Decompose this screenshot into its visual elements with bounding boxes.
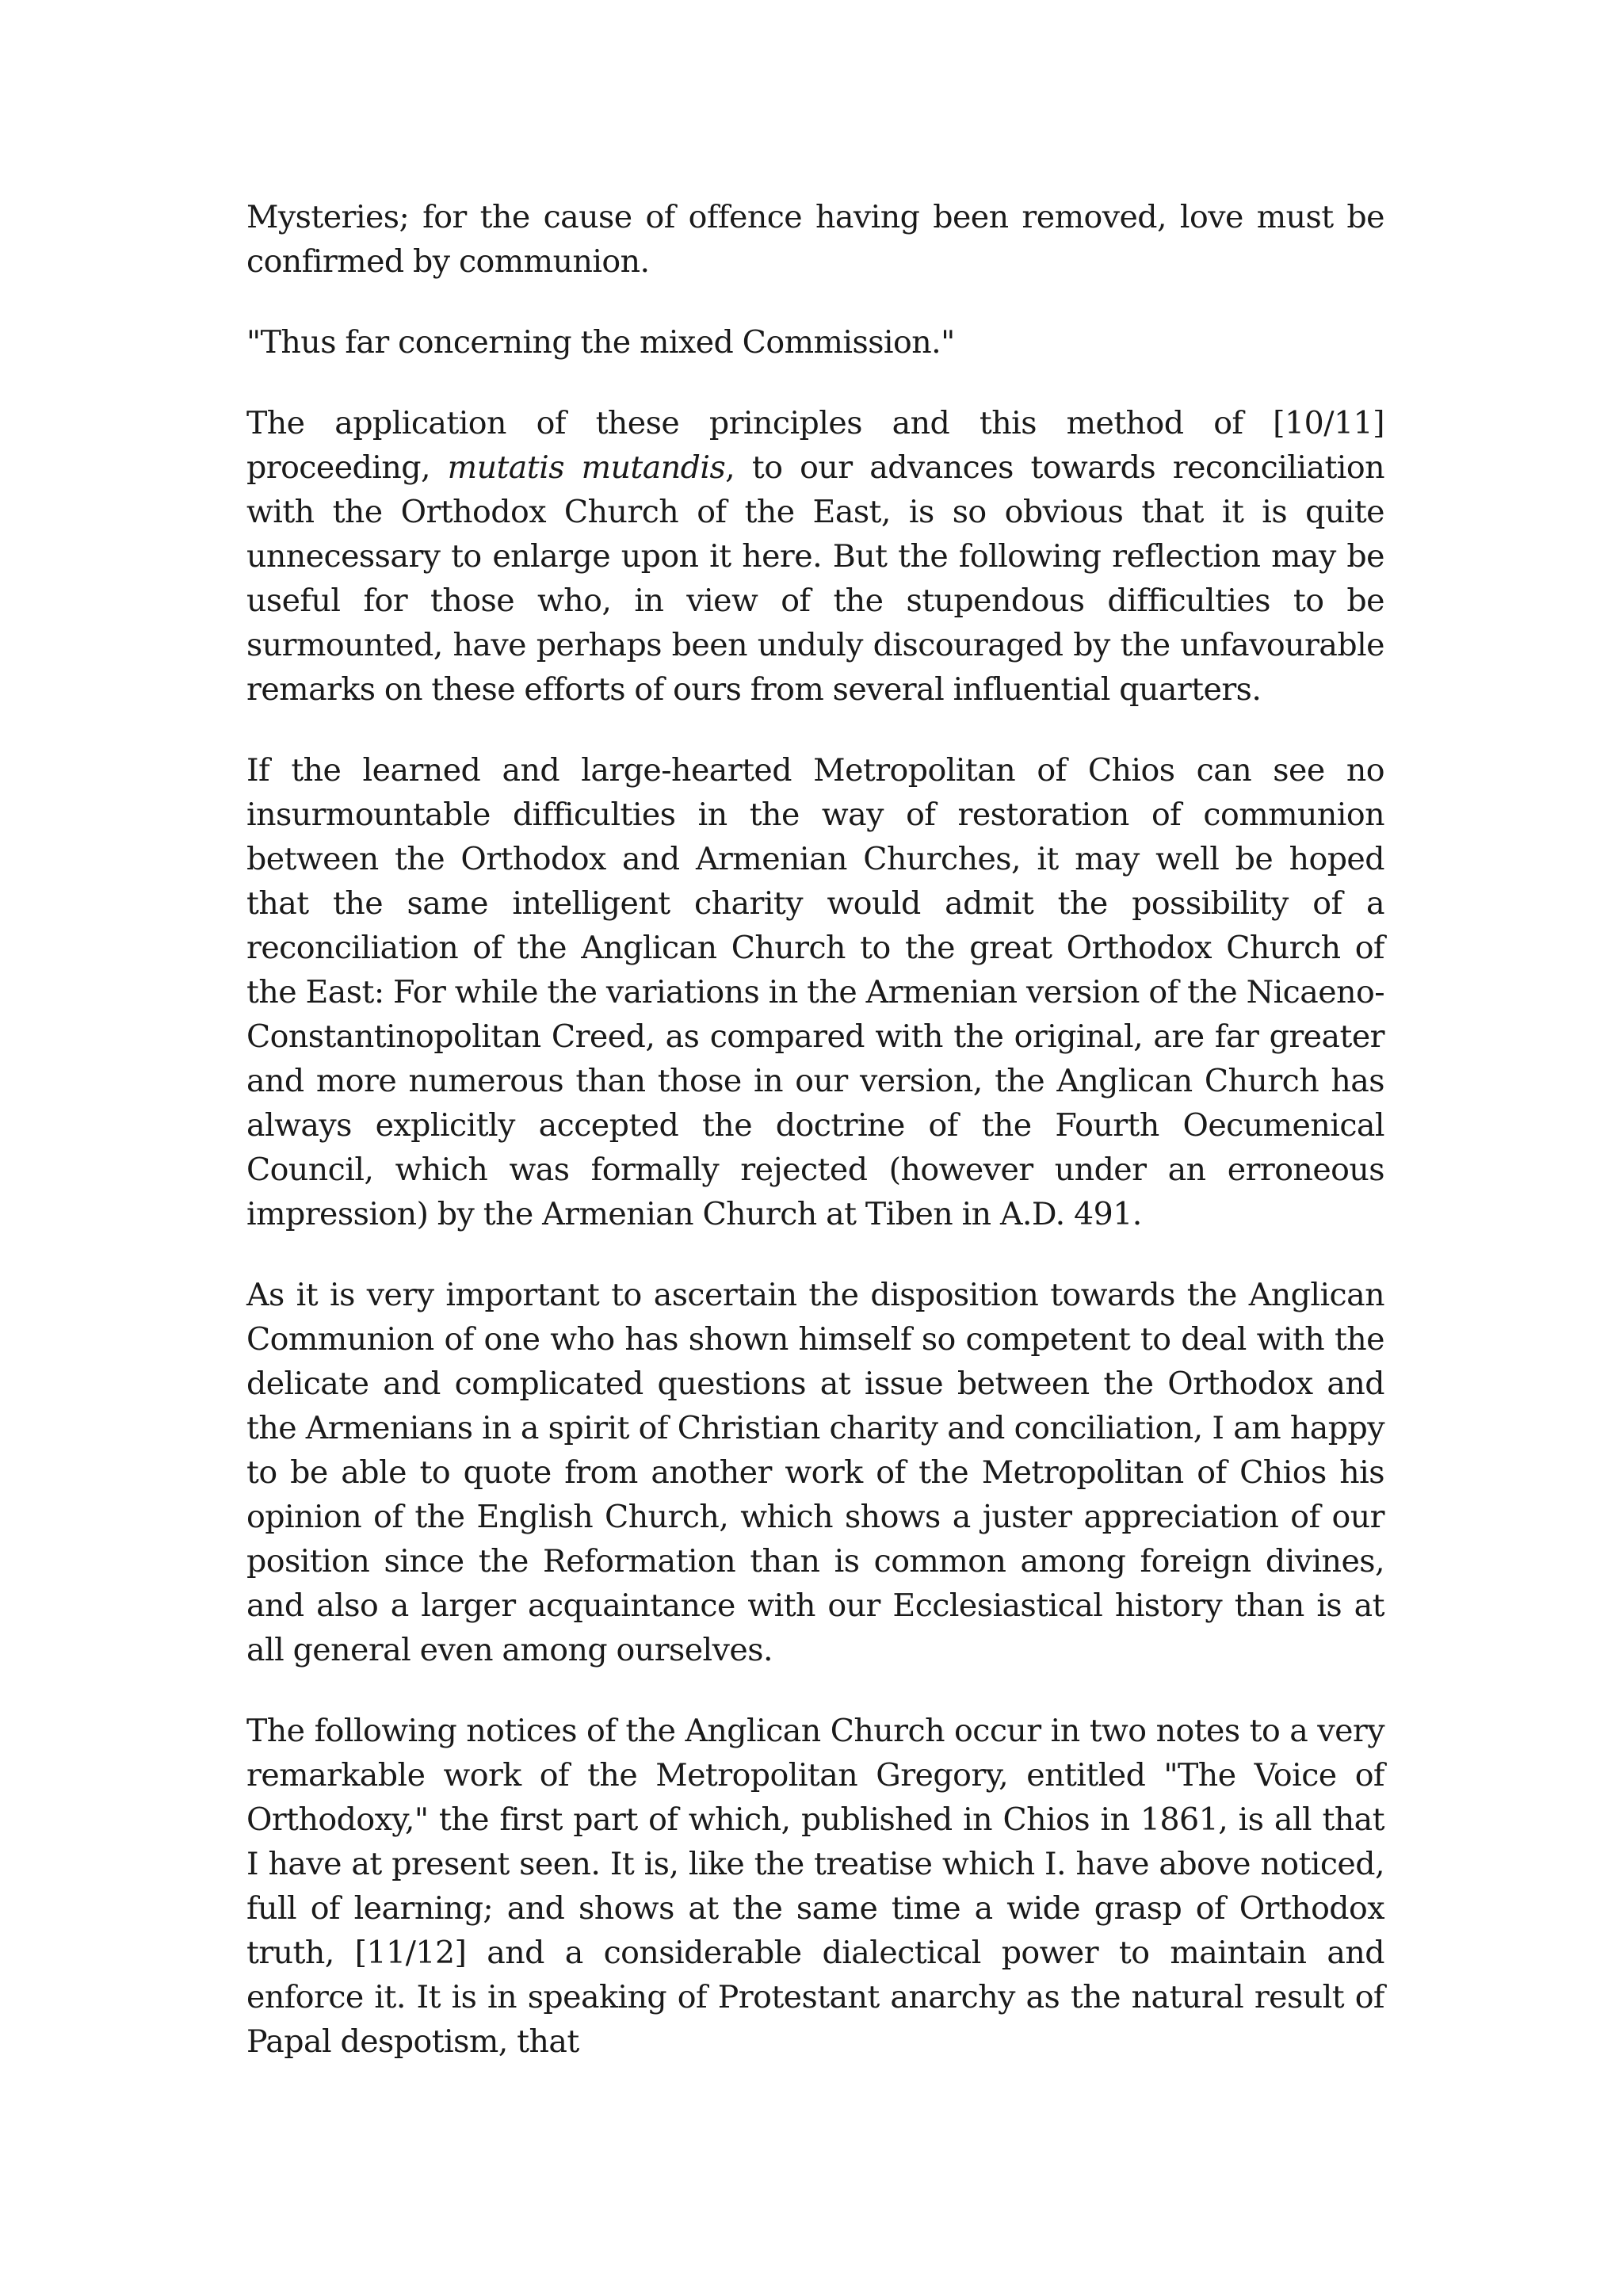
paragraph-application-italic: mutatis mutandis bbox=[447, 449, 726, 486]
paragraph-application-text-a: The application of these principles and this method of [10/11] proceeding, bbox=[246, 405, 1384, 486]
paragraph-application-text-b: , to our advances towards reconciliation with the Orthodox Church of the East, is so obvious that it is quite unnecessary to enlarge upon it here. But the following reflection may be useful for those who, in view of the stupendous difficulties to be surmounted, have perhaps been unduly discouraged by the unfavourable remarks on these efforts of ours from several influential quarters. bbox=[246, 449, 1384, 708]
document-page bbox=[246, 195, 1384, 2100]
paragraph-disposition: As it is very important to ascertain the disposition towards the Anglican Communion of one who has shown himself so competent to deal with the delicate and complicated questions at issue between the Orthodox and the Armenians in a spirit of Christian charity and conciliation, I am happy to be able to quote from another work of the Metropolitan of Chios his opinion of the English Church, which shows a juster appreciation of our position since the Reformation than is common among foreign divines, and also a larger acquaintance with our Ecclesiastical history than is at all general even among ourselves. bbox=[246, 1277, 1384, 1668]
paragraph-metropolitan-chios: If the learned and large-hearted Metropolitan of Chios can see no insurmountable difficulties in the way of restoration of communion between the Orthodox and Armenian Churches, it may well be hoped that the same intelligent charity would admit the possibility of a reconciliation of the Anglican Church to the great Orthodox Church of the East: For while the variations in the Armenian version of the Nicaeno-Constantinopolitan Creed, as compared with the original, are far greater and more numerous than those in our version, the Anglican Church has always explicitly accepted the doctrine of the Fourth Oecumenical Council, which was formally rejected (however under an erroneous impression) by the Armenian Church at Tiben in A.D. 491. bbox=[246, 752, 1384, 1232]
paragraph-notices: The following notices of the Anglican Church occur in two notes to a very remarkable work of the Metropolitan Gregory, entitled "The Voice of Orthodoxy," the first part of which, published in Chios in 1861, is all that I have at present seen. It is, like the treatise which I. have above noticed, full of learning; and shows at the same time a wide grasp of Orthodox truth, [11/12] and a considerable dialectical power to maintain and enforce it. It is in speaking of Protestant anarchy as the natural result of Papal despotism, that bbox=[246, 1713, 1384, 2060]
paragraph-mysteries: Mysteries; for the cause of offence having been removed, love must be confirmed by communion. bbox=[246, 199, 1384, 280]
paragraph-mixed-commission: "Thus far concerning the mixed Commission." bbox=[246, 324, 955, 361]
paragraph-application bbox=[246, 401, 1384, 712]
